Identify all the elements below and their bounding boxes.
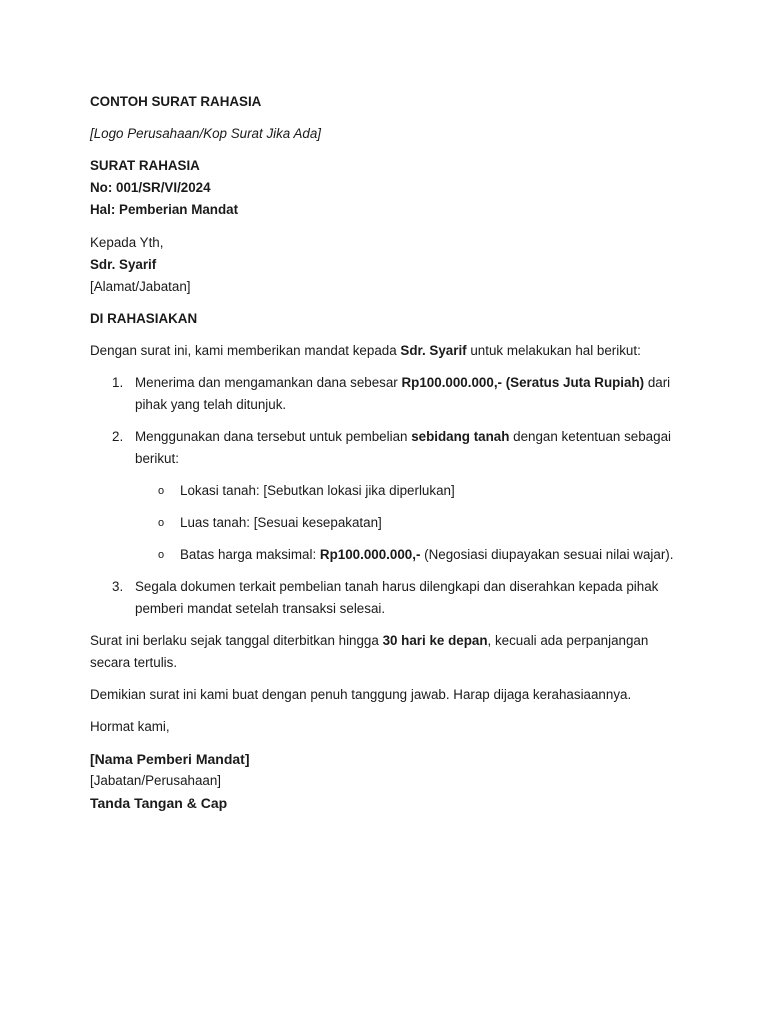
signature-block [90, 748, 690, 814]
sub-item-text: Luas tanah: [Sesuai kesepakatan] [180, 515, 382, 530]
validity-text: Surat ini berlaku sejak tanggal diterbitkan hingga [90, 633, 383, 648]
item-bold: Rp100.000.000,- (Seratus Juta Rupiah) [401, 375, 645, 390]
logo-placeholder: [Logo Perusahaan/Kop Surat Jika Ada] [90, 126, 322, 141]
validity-text-end: , kecuali ada perpanjangan secara tertulis. [90, 633, 649, 670]
list-number: 1. [112, 375, 124, 390]
intro-name: Sdr. Syarif [400, 343, 467, 358]
document-title: CONTOH SURAT RAHASIA [90, 94, 262, 109]
sub-list-item [90, 544, 690, 566]
item-text-end: dari pihak yang telah ditunjuk. [135, 375, 671, 412]
intro-paragraph [90, 340, 690, 362]
header-line-3: Hal: Pemberian Mandat [90, 202, 239, 217]
list-item [90, 426, 690, 566]
signer-position: [Jabatan/Perusahaan] [90, 773, 222, 788]
signature-stamp-label: Tanda Tangan & Cap [90, 795, 228, 811]
list-number: 2. [112, 429, 124, 444]
list-item [90, 372, 690, 416]
sub-list-item [90, 480, 690, 502]
header-line-2: No: 001/SR/VI/2024 [90, 180, 211, 195]
item-text: Segala dokumen terkait pembelian tanah harus dilengkapi dan diserahkan kepada pihak pemberi mandat setelah transaksi selesai. [135, 579, 659, 616]
sub-item-bold: Rp100.000.000,- [319, 547, 421, 562]
item-text-end: dengan ketentuan sebagai berikut: [135, 429, 671, 466]
closing-paragraph: Demikian surat ini kami buat dengan penuh tanggung jawab. Harap dijaga kerahasiaannya. [90, 687, 632, 702]
letter-header [90, 155, 690, 221]
letter-page [90, 91, 690, 814]
item-bold: sebidang tanah [411, 429, 510, 444]
validity-paragraph [90, 630, 690, 674]
sub-list-item [90, 512, 690, 534]
bullet-icon: o [158, 485, 165, 497]
bullet-icon: o [158, 517, 165, 529]
sub-item-text: Batas harga maksimal: [180, 547, 320, 562]
intro-text-end: untuk melakukan hal berikut: [466, 343, 641, 358]
confidential-label: DI RAHASIAKAN [90, 311, 198, 326]
recipient-name: Sdr. Syarif [90, 257, 157, 272]
item-text: Menerima dan mengamankan dana sebesar [135, 375, 402, 390]
mandate-list [90, 372, 690, 620]
intro-text: Dengan surat ini, kami memberikan mandat kepada [90, 343, 401, 358]
list-number: 3. [112, 579, 124, 594]
recipient-block [90, 232, 690, 298]
sub-list [135, 480, 690, 566]
sub-item-text: Lokasi tanah: [Sebutkan lokasi jika diperlukan] [180, 483, 455, 498]
sub-item-text-end: (Negosiasi diupayakan sesuai nilai wajar). [420, 547, 674, 562]
item-text: Menggunakan dana tersebut untuk pembelian [135, 429, 412, 444]
signer-name: [Nama Pemberi Mandat] [90, 751, 250, 767]
list-item [90, 576, 690, 620]
regards-line: Hormat kami, [90, 719, 170, 734]
header-line-1: SURAT RAHASIA [90, 158, 200, 173]
validity-bold: 30 hari ke depan [382, 633, 488, 648]
bullet-icon: o [158, 549, 165, 561]
recipient-greeting: Kepada Yth, [90, 235, 164, 250]
recipient-address: [Alamat/Jabatan] [90, 279, 191, 294]
